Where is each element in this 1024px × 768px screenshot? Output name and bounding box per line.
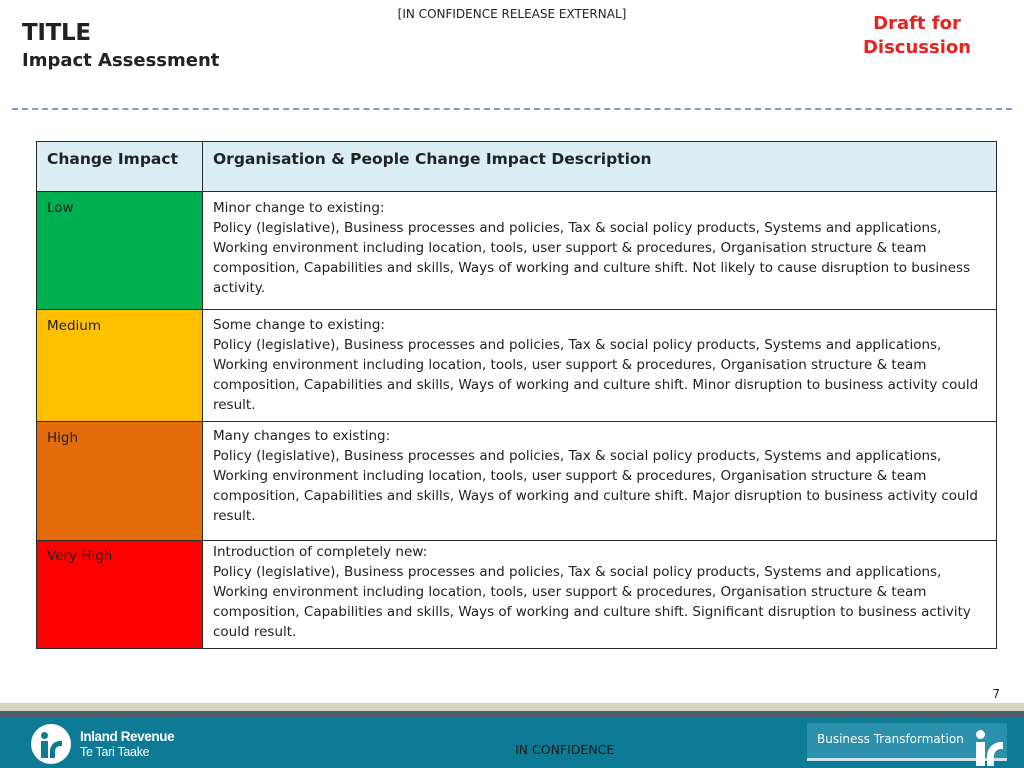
impact-level-very-high xyxy=(37,541,203,649)
impact-level-high xyxy=(37,422,203,541)
classification-header: [IN CONFIDENCE RELEASE EXTERNAL] xyxy=(397,7,627,21)
impact-level-label: Very High xyxy=(47,548,113,564)
description-intro: Some change to existing: xyxy=(213,317,385,333)
inland-revenue-logo-icon xyxy=(31,724,71,764)
page-number: 7 xyxy=(992,687,1000,701)
impact-level-medium xyxy=(37,310,203,422)
impact-description-medium xyxy=(203,310,997,422)
badge-label: Business Transformation xyxy=(817,732,964,746)
impact-level-label: Medium xyxy=(47,318,101,334)
description-intro: Introduction of completely new: xyxy=(213,544,428,560)
description-detail: Policy (legislative), Business processes and policies, Tax & social policy products, Systems and applications, Working environment including location, tools, user support & procedures, Organisation structure & team composition, Capabilities and skills, Ways of working and culture shift. Not likely to cause disruption to business activity. xyxy=(213,220,971,296)
description-detail: Policy (legislative), Business processes and policies, Tax & social policy products, Systems and applications, Working environment including location, tools, user support & procedures, Organisation structure & team composition, Capabilities and skills, Ways of working and culture shift. Significant disruption to business activity could result. xyxy=(213,564,971,640)
table-header-row xyxy=(37,142,997,192)
footer-accent-band xyxy=(0,703,1024,711)
impact-description-low xyxy=(203,192,997,310)
table-row-low xyxy=(37,192,997,310)
table-row-very-high xyxy=(37,541,997,649)
business-transformation-badge xyxy=(807,723,1007,761)
table-row-high xyxy=(37,422,997,541)
column-header-description: Organisation & People Change Impact Description xyxy=(203,142,997,192)
impact-description-very-high xyxy=(203,541,997,649)
description-intro: Minor change to existing: xyxy=(213,200,385,216)
description-intro: Many changes to existing: xyxy=(213,428,391,444)
classification-footer: IN CONFIDENCE xyxy=(515,742,615,757)
column-header-change-impact: Change Impact xyxy=(37,142,203,192)
page-title: TITLE xyxy=(22,20,91,46)
draft-label: Draft for Discussion xyxy=(862,13,972,58)
impact-table xyxy=(36,141,997,649)
impact-level-label: High xyxy=(47,430,79,446)
description-detail: Policy (legislative), Business processes and policies, Tax & social policy products, Systems and applications, Working environment including location, tools, user support & procedures, Organisation structure & team composition, Capabilities and skills, Ways of working and culture shift. Major disruption to business activity could result. xyxy=(213,448,978,524)
org-name: Inland Revenue xyxy=(80,729,175,744)
footer-bar xyxy=(0,717,1024,768)
org-name-maori: Te Tari Taake xyxy=(80,745,150,759)
table-row-medium xyxy=(37,310,997,422)
impact-level-low xyxy=(37,192,203,310)
impact-description-high xyxy=(203,422,997,541)
description-detail: Policy (legislative), Business processes and policies, Tax & social policy products, Systems and applications, Working environment including location, tools, user support & procedures, Organisation structure & team composition, Capabilities and skills, Ways of working and culture shift. Minor disruption to business activity could result. xyxy=(213,337,979,413)
header-divider xyxy=(12,108,1012,110)
ir-mark-icon xyxy=(974,730,1004,768)
page-subtitle: Impact Assessment xyxy=(22,50,220,71)
impact-level-label: Low xyxy=(47,200,74,216)
